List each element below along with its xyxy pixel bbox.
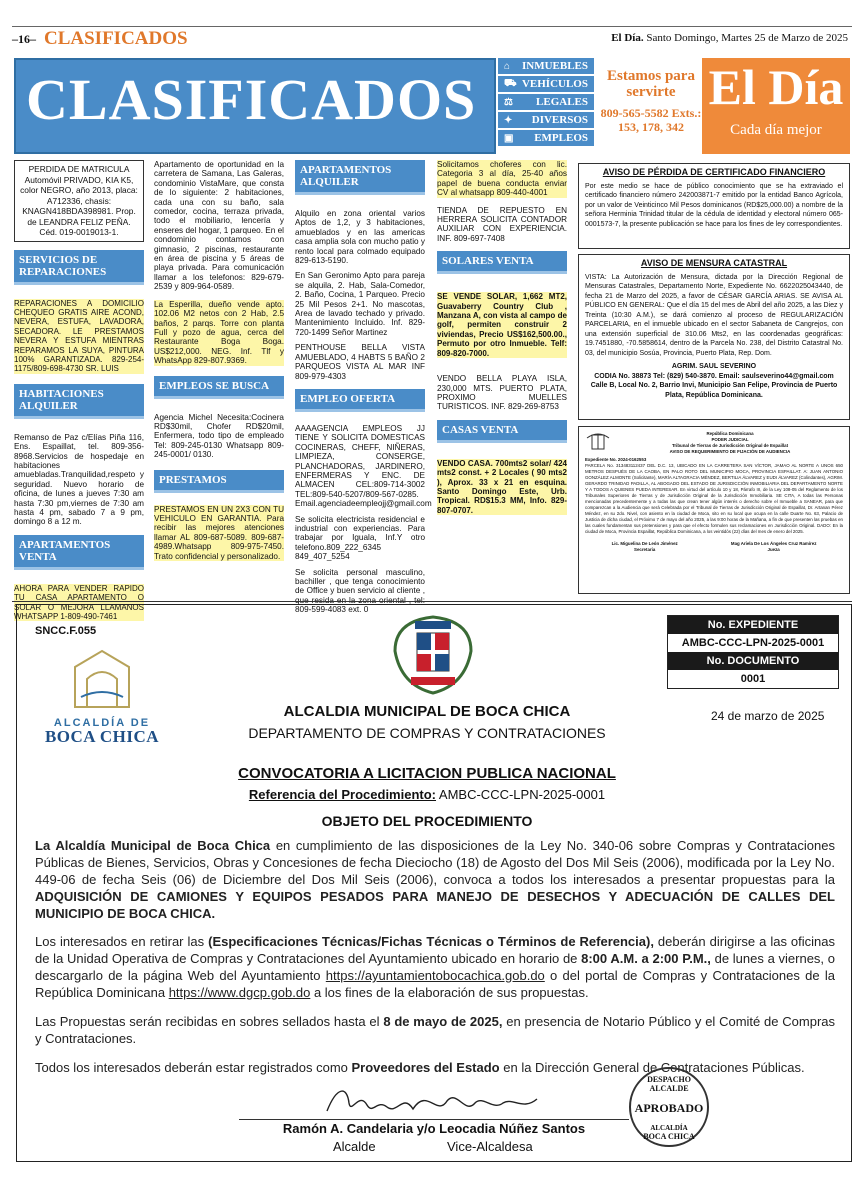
p4-bold: Proveedores del Estado	[351, 1060, 500, 1075]
ad-convocatoria: CONVOCATORIA A LICITACION PUBLICA NACIONAL	[238, 765, 616, 782]
ad-alquilo-zona-oriental: Alquilo en zona oriental varios Aptos de 1,2, y 3 habitaciones, amueblados y en las americas casa amplia sola con mucho patio y rento local para colmado equipado 829-613-5190.	[295, 209, 425, 266]
ad-agencia-jj: AAAAGENCIA EMPLEOS JJ TIENE Y SOLICITA DOMESTICAS COCINERAS, CHEFF, NIÑERAS, LIMPIEZA, CONSERGE, PLANCHADORAS, JARDINERO, ENFERMERAS Y ENC. DE ALMACEN CEL:809-714-3002 TEL:809-540-5207/809-567-0285. Email.agenciadeempleojj@gmail.com	[295, 423, 432, 509]
ad-choferes: Solicitamos choferes con lic. Categoria 3 al día, 25-40 años papel de buena conducta enviar CV al whatsapp 809-440-4001	[437, 160, 567, 198]
seal-boca-chica: BOCA CHICA	[643, 1132, 695, 1141]
heading-habitaciones: HABITACIONES ALQUILER	[14, 384, 144, 419]
heading-empleos-busca: EMPLEOS SE BUSCA	[154, 376, 284, 399]
ad-reparaciones: REPARACIONES A DOMICILIO CHEQUEO GRATIS AIRE ACOND, NEVERA, ESTUFA, LAVADORA, SECADORA. LE PRESTAMOS NEVERA Y ESTUFA MIENTRAS REPARAMOS LA SUYA, PINTURA 100% GARANTIZADA. 829-254-1175/809-698-4730 SR. LUIS	[14, 298, 144, 374]
header-rule	[12, 26, 852, 27]
p1-text: en cumplimiento de las disposiciones de la Ley No. 340-06 sobre Compras y Contrataciones Públicas de Bienes, Servicios, Obras y Concesiones de fecha Dieciocho (18) de Agosto del Dos Mil Seis (2006), modificada por la Ley No. 449-06 de fecha Seis (06) de Diciembre del Dos Mil Seis (2006), convoca a todos los interesados a presentar propuestas para la	[35, 838, 835, 887]
banner-title: CLASIFICADOS	[26, 67, 477, 132]
tribunal-aviso-title: AVISO DE REQUERIMIENTO DE FIJACIÓN DE AUDIENCIA	[669, 449, 791, 454]
tribunal-expediente: Expediente No. 2024-0162553	[585, 457, 647, 462]
logo-boca-chica: BOCA CHICA	[44, 727, 160, 746]
aviso-certificado-body: Por este medio se hace de público conocimiento que se ha extraviado el certificado financiero número 242003871-7 emitido por la entidad Banco Agrícola, por un valor de Veinticinco Mil Pesos dominicanos (RD$25,000.00) a nombre de la señora Herminia Trinidad titular de la cédula de identidad y electoral número 065-0001573-7, la presente publicación se hace para los fines de ley correspondientes.	[585, 182, 843, 228]
home-icon: ⌂	[504, 60, 511, 72]
service-phones: 809-565-5582 Exts.: 153, 178, 342	[600, 106, 702, 134]
gift-icon: ✦	[504, 114, 513, 126]
tribunal-country: República Dominicana	[706, 431, 754, 436]
gavel-icon: ⚖	[504, 96, 513, 108]
mensura-codia: CODIA No. 38873 Tel: (829) 540-3870. Email: saulseverino44@gmail.com	[594, 372, 834, 380]
aviso-mensura	[578, 254, 850, 420]
aviso-certificado	[578, 163, 850, 249]
signer-names: Ramón A. Candelaria y/o Leocadia Núñez Santos	[282, 1121, 586, 1136]
ad-san-geronimo: En San Geronimo Apto para pareja se alquila, 2. Hab, Sala-Comedor, 2. Baño, Cocina, 1 Parqueo. Precio 25 Mil Pesos 2+1. No mascotas, Area de lavado techado y privado. Mantenimiento Incluido. Inf. 829-720-1499 Señor Martinez	[295, 271, 425, 337]
p2-hours: 8:00 A.M. a 2:00 P.M.,	[581, 951, 711, 966]
ad-personal-masculino: Se solicita personal masculino, bachiller , que tenga conocimiento de Office y buen servicio al cliente , que resida en la zona oriental , tel: 809-599-4083 ext. 0	[295, 567, 425, 615]
category-diversos[interactable]	[498, 112, 594, 130]
car-icon: ⛟	[504, 77, 517, 89]
tribunal-signer-1: Lic. Miguelina De León Jiménez	[611, 541, 678, 546]
referencia-label: Referencia del Procedimiento:	[248, 787, 437, 802]
ad-title: ALCALDIA MUNICIPAL DE BOCA CHICA	[283, 703, 571, 720]
tribunal-body: PARCELA No. 313483112437 DEL D.C. 13, UBICADO EN LA CARRETERA SAN VÍCTOR, JAMAO AL NORTE A UNOS 650 METROS DESPUÉS DE LA CAOBA, EN PALO ROTO DEL MUNICIPIO MOCA, PROVINCIA ESPAILLAT. A: JUAN ANTONIO GONZÁLEZ ALMONTE (Solicitante), MARÍA ALTAGRACIA MÉNDEZ, BERTILIA ÁLVAREZ y EUDI ÁLVAREZ (Colindantes), AGRIM. GERARDO TRINIDAD PADILLA, AL ABOGADO DEL ESTADO DE JURISDICCIÓN INMOBILIARIA DEL DEPARTAMENTO NORTE Y A TODOS A QUIENES PUEDA INTERESAR. En virtud del artículo 10 y 18, Párrafo III, de la Ley 108-05 del Reglamento de los Tribunales Superiores de Tierras y de Jurisdicción Original de la Jurisdicción Inmobiliaria. SE CITA, A todas las Personas mencionadas precedentemente y a todas las que crean tener algún interés o derecho sobre el Inmueble a SANEAR, para que comparezcan a la Audiencia que será Celebrada por el Tribunal de Tierras de Jurisdicción Original de Espaillat, Dr. Artanan Pérez Méndez, en su 2do. Nivel, con asiento en la ciudad de Moca, sito en su local que ocupa en la calle Duarte No. 63, Palacio de Justicia de dicha ciudad, el Próximo 7 de mayo del año 2025, a las 9:00 horas de la Mañana, a fin de que presenten las pruebas en las cuales fundamentan sus pretensiones y para que el efecto formulen sus reclamaciones en Jurisdicción Original. DADO: En la ciudad de Moca, Provincia Espaillat, República Dominicana, a los veintidós (22) días del mes de enero del 2025.	[585, 463, 843, 534]
p3-date: 8 de mayo de 2025,	[383, 1014, 503, 1029]
aviso-mensura-body: VISTA: La Autorización de Mensura, dictada por la Dirección Regional de Mensuras Catastrales, Departamento Norte, Expediente No. 6622025043440, de fecha 21 de Marzo del 2025, a favor de CÉSAR GARCÍA ARIAS. SE AVISA AL PÚBLICO EN GENERAL: Que el día 15 del mes de Abril del año 2025, a las Diez y Treinta (10:30 A.M.), se dará comienzo al proceso de REGULARIZACIÓN PARCELARIA, en el inmueble ubicado en el sector Sabaneta de Cangrejos, con una extensión superficial de 310.06 Mts2, en las coordenadas geográficas: 19.7451880, -70.5858614, dentro de la Parcela No. 238, del Distrito Catastral No. 03, del municipio Sosúa, Provincia, Puerto Plata, Rep. Dom.	[585, 273, 843, 357]
category-label: LEGALES	[536, 96, 588, 108]
p4-a: Todos los interesados deberán estar registrados como	[35, 1060, 352, 1075]
logo-slogan: Cada día mejor	[730, 122, 822, 138]
referencia-value: AMBC-CCC-LPN-2025-0001	[438, 787, 606, 802]
heading-prestamos: PRESTAMOS	[154, 470, 284, 493]
heading-apartamentos-venta: APARTAMENTOS VENTA	[14, 535, 144, 570]
column-3	[295, 160, 432, 615]
aviso-tribunal	[578, 426, 850, 594]
ad-paragraph-2	[35, 933, 835, 1001]
ad-referencia	[137, 787, 717, 802]
seal-aprobado: APROBADO	[634, 1101, 704, 1115]
heading-solares-venta: SOLARES VENTA	[437, 251, 567, 274]
signature-icon	[317, 1081, 557, 1123]
sncc-code: SNCC.F.055	[35, 625, 97, 637]
expediente-label: No. EXPEDIENTE	[668, 616, 838, 634]
briefcase-icon: ▣	[504, 132, 514, 144]
p2-e: de lunes a viernes, o descargarlo de la página Web del Ayuntamiento	[35, 951, 835, 983]
p2-i: a los fines de la elaboración de sus propuestas.	[310, 985, 589, 1000]
classifieds-banner	[14, 58, 496, 154]
p3-c: en presencia de Notario Público y el Comité de Compras y Contrataciones.	[35, 1014, 835, 1046]
ad-playa-isla: VENDO BELLA PLAYA ISLA, 230,000 MTS. PUERTO PLATA, PROXIMO MUELLES TURISTICOS. INF. 829-269-8753	[437, 374, 567, 412]
ad-paragraph-4	[35, 1059, 835, 1076]
aviso-certificado-title: AVISO DE PÉRDIDA DE CERTIFICADO FINANCIERO	[602, 167, 826, 177]
page-number: –16–	[12, 32, 36, 46]
ad-paragraph-1	[35, 837, 835, 922]
p2-a: Los interesados en retirar las	[35, 934, 209, 949]
ad-department: DEPARTAMENTO DE COMPRAS Y CONTRATACIONES	[248, 725, 606, 741]
tribunal-poder: PODER JUDICIAL	[711, 437, 749, 442]
expediente-number: AMBC-CCC-LPN-2025-0001	[681, 637, 825, 649]
category-label: VEHÍCULOS	[521, 78, 588, 90]
national-coat-of-arms-icon	[385, 611, 481, 697]
p1-bold: La Alcaldía Municipal de Boca Chica	[35, 838, 271, 853]
section-title: CLASIFICADOS	[44, 28, 188, 49]
p3-a: Las Propuestas serán recibidas en sobres sellados hasta el	[35, 1014, 384, 1029]
heading-casas-venta: CASAS VENTA	[437, 420, 567, 443]
category-inmuebles[interactable]	[498, 58, 594, 76]
alcaldia-logo-icon	[69, 647, 135, 711]
eldia-logo	[702, 58, 850, 154]
ad-remanso: Remanso de Paz c/Elías Piña 116, Ens. Espaillat, tel. 809-356-8968.Servicios de hospedaje en habitaciones amuebladas.Tranquilidad,respeto y seguridad. Nuevo horario de oficina, de lunes a jueves 7:30 am hasta 7:30 pm,viernes de 7:30 am hasta 4 pm, sabado 7 a 9 pm, domingo 8 a 12 m.	[14, 432, 144, 527]
dateline: El Día. Santo Domingo, Martes 25 de Marzo de 2025	[611, 32, 848, 44]
documento-number: 0001	[740, 673, 766, 685]
signature-line	[239, 1119, 629, 1120]
ad-tienda-repuesto: TIENDA DE REPUESTO EN HERRERA SOLICITA CONTADOR AUXILIAR CON EXPERIENCIA. INF. 809-697-7408	[437, 205, 567, 243]
category-menu	[498, 58, 594, 148]
alcaldia-ad	[16, 604, 852, 1162]
service-box	[596, 58, 706, 154]
aviso-mensura-title: AVISO DE MENSURA CATASTRAL	[640, 258, 788, 268]
heading-servicios: SERVICIOS DE REPARACIONES	[14, 250, 144, 285]
category-vehículos[interactable]	[498, 76, 594, 94]
logo-alcaldia: ALCALDÍA DE	[53, 717, 151, 729]
expediente-box	[667, 615, 839, 689]
seal-despacho: DESPACHO ALCALDE	[647, 1075, 691, 1093]
role-alcalde: Alcalde	[333, 1139, 376, 1154]
category-legales[interactable]	[498, 94, 594, 112]
service-tagline: Estamos para servirte	[607, 68, 695, 100]
ad-samana: Apartamento de oportunidad en la carretera de Samana, Las Galeras, condominio VistaMare, que consta de lo siguiente: 2 habitaciones, cada una con su baño, sala comedor, cocina, terraza privada, todo el mobiliario, lencería y enseres del hogar, 1 parqueo. En el condominio contamos con gimnasio, 2 piscinas, restaurante en área de piscina y 5 áreas de playa privada. Para comunicación llamar a los telefonos: 829-679-2539 y 809-964-0589.	[154, 160, 284, 292]
p2-g: o del portal de Compras y Contrataciones de la República Dominicana	[35, 968, 835, 1000]
tribunal-signer-2: Mag Ariela De Los Ángeles Cruz Ramírez	[730, 541, 817, 546]
p2-b: (Especificaciones Técnicas/Fichas Técnicas o Términos de Referencia),	[208, 934, 654, 949]
aprobado-seal	[629, 1067, 709, 1147]
dgcp-link[interactable]: https://www.dgcp.gob.do	[168, 985, 311, 1000]
logo-name: El Día	[708, 59, 844, 115]
heading-empleo-oferta: EMPLEO OFERTA	[295, 389, 425, 412]
coat-of-arms-icon	[585, 432, 611, 454]
ad-agencia-michel: Agencia Michel Necesita:Cocinera RD$30mil, Chofer RD$20mil, Enfermera, todo tipo de empleado Tel: 809-245-0130 Whatsapp 809-245-0001/ 0130.	[154, 412, 284, 460]
ad-esperilla: La Esperilla, dueño vende apto. 102.06 M2 netos con 2 Hab, 2.5 baños, 2 parqs. Torre con planta Full y pozo de agua, cerca del Restaurante Boga Boga. US$212,000. NEG. Inf. Tlf y WhatsApp 829-807.9369.	[154, 299, 284, 366]
heading-apartamentos-alquiler: APARTAMENTOS ALQUILER	[295, 160, 425, 195]
category-label: EMPLEOS	[534, 132, 588, 144]
column-2	[154, 160, 284, 561]
category-empleos[interactable]	[498, 130, 594, 148]
ad-solar-guavaberry: SE VENDE SOLAR, 1,662 MT2, Guavaberry Country Club , Manzana A, con vista al campo de golf, permiten construir 2 viviendas, Precio US$162,500.00., Permuto por otro Inmueble. Telf: 809-820-7000.	[437, 292, 567, 358]
p1-object: ADQUISICIÓN DE CAMIONES Y EQUIPOS PESADOS PARA MANEJO DE DESECHOS Y ADECUACIÓN DE CALLES DEL MUNICIPIO DE BOCA CHICA.	[35, 889, 835, 921]
tribunal-name: Tribunal de Tierras de Jurisdicción Original de Espaillat	[671, 443, 789, 448]
documento-label: No. DOCUMENTO	[668, 652, 838, 670]
ad-penthouse: PENTHOUSE BELLA VISTA AMUEBLADO, 4 HABTS 5 BAÑO 2 PARQUEOS VISTA AL MAR INF 809-979-4303	[295, 343, 425, 381]
ad-electricista: Se solicita electricista residencial e industrial con experiencias. Para trabajar por Iguala, Inf.Y otro telefono.809_222_6345 849_407_5254	[295, 514, 425, 562]
perdida-matricula: PERDIDA DE MATRICULA Automóvil PRIVADO, KIA K5, color NEGRO, año 2013, placa: A712336, chasis: KNAGN418BDA398981. Prop. de LEANDRA FELIZ PEÑA. Céd. 019-0019013-1.	[14, 160, 144, 242]
role-vicealcaldesa: Vice-Alcaldesa	[447, 1139, 533, 1154]
p2-c: deberán dirigirse a las oficinas de la Unidad Operativa de Compras y Contrataciones del Ayuntamiento ubicado en horario de	[35, 934, 836, 966]
mensura-signer: AGRIM. SAUL SEVERINO	[671, 363, 757, 370]
mensura-address: Calle B, Local No. 2, Barrio Invi, Municipio San Felipe, Provincia de Puerto Plata, República Dominicana.	[590, 382, 838, 399]
column-1	[14, 160, 144, 621]
p4-c: en la Dirección General de Contrataciones Públicas.	[499, 1060, 805, 1075]
ayuntamiento-link[interactable]: https://ayuntamientobocachica.gob.do	[325, 968, 545, 983]
ad-vendo-casa: VENDO CASA. 700mts2 solar/ 424 mts2 const. + 2 Locales ( 90 mts2 ), Aprox. 33 x 21 en esquina. Santo Domingo Este, Urb. Tropical. RD$15.3 MM, Info. 829-807-0707.	[437, 458, 567, 515]
column-4	[437, 160, 567, 515]
ad-ahora-para-vender: AHORA PARA VENDER RAPIDO TU CASA APARTAMENTO O SOLAR O MEJORA LLAMANOS WHATSAPP 1-809-490-7461	[14, 583, 144, 622]
ad-objeto: OBJETO DEL PROCEDIMIENTO	[321, 813, 533, 829]
ad-paragraph-3	[35, 1013, 835, 1047]
tribunal-signer-2-role: Jueza	[767, 547, 780, 552]
seal-alcaldia: ALCALDÍA	[650, 1124, 688, 1132]
category-label: INMUEBLES	[521, 60, 588, 72]
section-divider	[12, 601, 852, 602]
category-label: DIVERSOS	[531, 114, 588, 126]
ad-prestamos: PRESTAMOS EN UN 2X3 CON TU VEHICULO EN GARANTIA. Para recibir las mejores atenciones llamar AL 809-687-5089. 809-687-4989.Whatsapp 809-975-7450. Trato confidencial y personalizado.	[154, 504, 284, 561]
tribunal-signer-1-role: Secretaria	[634, 547, 656, 552]
ad-date: 24 de marzo de 2025	[711, 709, 825, 723]
